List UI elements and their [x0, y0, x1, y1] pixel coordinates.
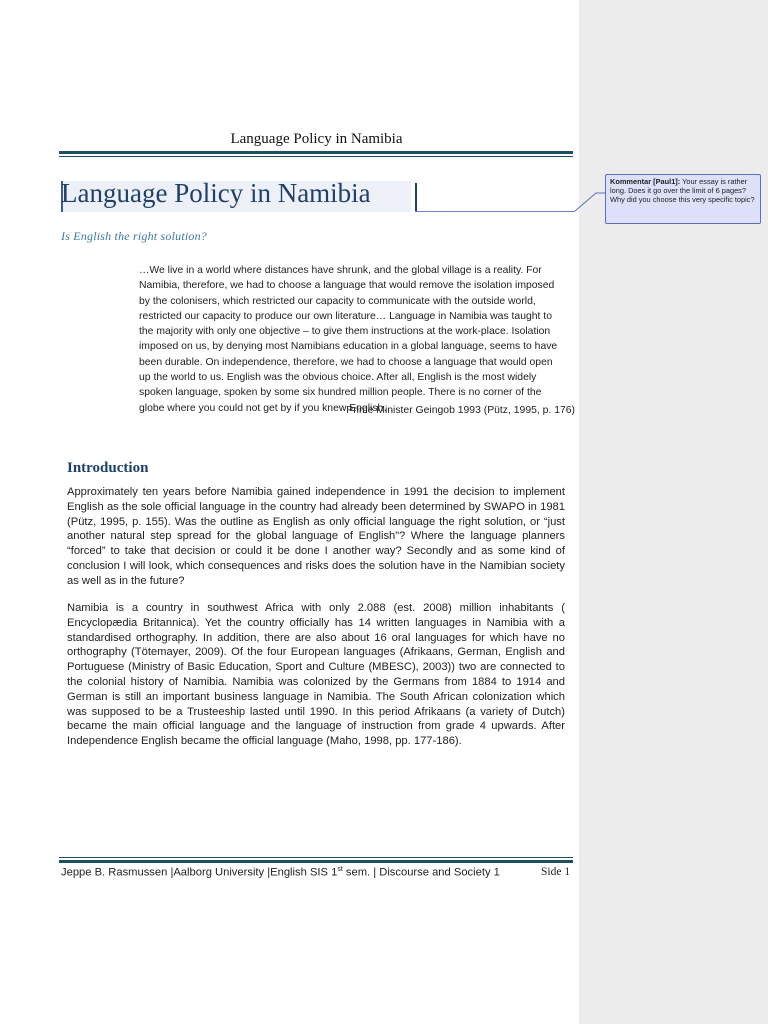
header-rule-thick	[59, 151, 573, 154]
quote-line: Namibia, therefore, we had to choose a language that would remove the isolation imposed	[139, 280, 555, 292]
quote-line: restricted our capacity to produce our own literature… Language in Namibia was taught to	[139, 310, 552, 322]
footer-superscript: st	[337, 866, 343, 873]
body-paragraph: Namibia is a country in southwest Africa with only 2.088 (est. 2008) million inhabitants ( Encyclopædia Britannica). Yet the country officially has 14 written languages in Namibia with a standardised orthography. In addition, there are also about 16 oral languages for which have no orthography (Tötemayer, 2009). Of the four European languages (Afrikaans, German, English and Portuguese (Ministry of Basic Education, Sport and Culture (MBESC), 2003)) two are connected to the colonial history of Namibia. Namibia was colonized by the Germans from 1884 to 1914 and German is still an important business language in Namibia. The South African colonization which was supposed to be a Trusteeship lasted until 1990. In this period Afrikaans (a variety of Dutch) became the main official language and the language of instruction from grade 4 upwards. After Independence English became the official language (Maho, 1998, pp. 177-186).	[67, 602, 565, 748]
epigraph-quote	[139, 263, 575, 416]
quote-attribution: Prime Minister Geingob 1993 (Pütz, 1995, p. 176)	[346, 405, 575, 416]
quote-line: been durable. On independence, therefore, we had to choose a language that would open	[139, 356, 553, 368]
document-subtitle: Is English the right solution?	[61, 229, 208, 243]
quote-line: the majority with only one objective – to give them instructions at the work-place. Isolation	[139, 326, 551, 338]
document-title[interactable]: Language Policy in Namibia	[61, 178, 371, 208]
page-number: Side 1	[541, 866, 571, 878]
header-rule-thin	[59, 156, 573, 157]
footer-rule-thick	[59, 860, 573, 863]
footer-course-rest: sem. | Discourse and Society 1	[342, 866, 500, 879]
comment-anchor-line	[415, 211, 575, 212]
quote-line: spoken language, spoken by some six hundred million people. There is no corner of the	[139, 387, 542, 399]
quote-line: …We live in a world where distances have shrunk, and the global village is a reality. For	[139, 265, 542, 276]
quote-line: globe where you could not get by if you knew English…	[139, 402, 394, 414]
comment-text: Your essay is rather long. Does it go over the limit of 6 pages? Why did you choose this very specific topic?	[610, 177, 755, 204]
comment-author: Kommentar [Paul1]:	[610, 177, 681, 186]
comment-margin-pane	[579, 0, 768, 1024]
comment-connector-line	[574, 192, 607, 212]
comment-anchor-marker	[415, 183, 417, 211]
quote-line: by the colonisers, which restricted our capacity to communicate with the outside world,	[139, 295, 536, 307]
footer-author-course: Jeppe B. Rasmussen |Aalborg University |English SIS 1	[61, 866, 338, 879]
body-paragraph: Approximately ten years before Namibia gained independence in 1991 the decision to implement English as the sole official language in the country had already been determined by SWAPO in 1981 (Pütz, 1995, p. 155). Was the outline as English as only official language the right solution, or “just another natural step spread for the global language of English”? Where the language planners “forced” to take that decision or could it be done I another way? Secondly and as some kind of conclusion I will look, which consequences and risks does the solution have in the Namibian society as well as in the future?	[67, 486, 565, 587]
quote-line: imposed on us, by denying most Namibians education in a global language, seems to have	[139, 341, 558, 353]
footer-rule-thin	[59, 857, 573, 858]
running-header: Language Policy in Namibia	[230, 131, 403, 147]
quote-line: up the world to us. English was the obvious choice. After all, English is the most widely	[139, 372, 537, 384]
review-comment-balloon[interactable]	[605, 174, 761, 224]
section-heading-introduction: Introduction	[67, 460, 149, 476]
page-footer	[61, 866, 500, 879]
